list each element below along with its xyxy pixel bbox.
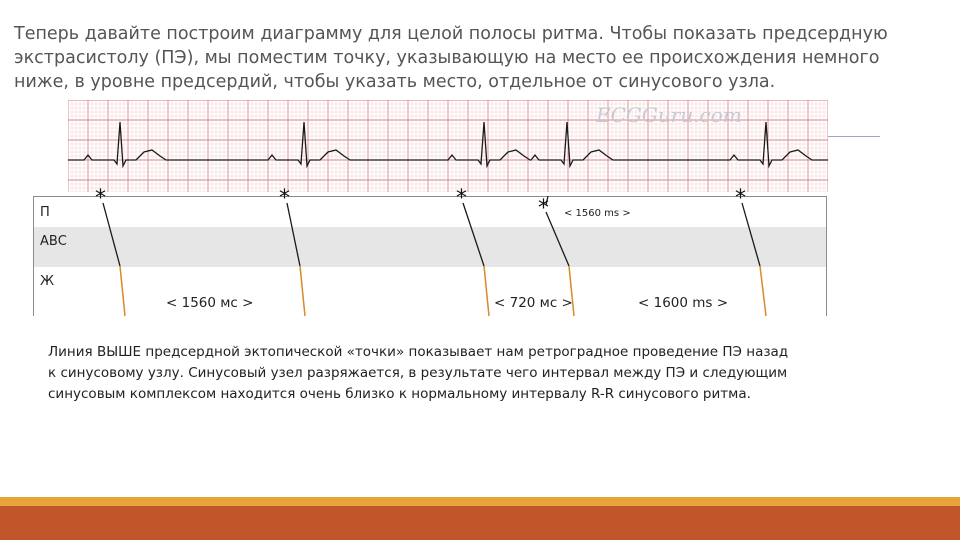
title-line-1: Теперь давайте построим диаграмму для целой полосы ритма. Чтобы показать предсердную	[14, 24, 888, 44]
note-line-1: Линия ВЫШЕ предсердной эктопической «точки» показывает нам ретроградное проведение ПЭ назад	[48, 344, 789, 360]
explanation-text	[48, 342, 868, 405]
interval-label-top: < 1560 ms >	[564, 208, 631, 219]
sinus-marker-5: *	[735, 186, 746, 211]
atrial-line-3	[463, 203, 484, 266]
note-line-2: к синусовому узлу. Синусовый узел разряжается, в результате чего интервал между ПЭ и следующим	[48, 365, 788, 381]
atrial-line-1	[103, 203, 120, 266]
atrial-line-2	[287, 203, 300, 266]
footer-accent-strip	[0, 497, 960, 506]
ventricular-line-3	[484, 266, 489, 316]
footer-bar	[0, 506, 960, 540]
row-label-av: АВС	[40, 234, 67, 249]
row-label-ventricles: Ж	[40, 274, 55, 289]
interval-label-2: < 720 мс >	[494, 295, 573, 311]
interval-label-3: < 1600 ms >	[638, 295, 729, 311]
title-line-3: ниже, в уровне предсердий, чтобы указать место, отдельное от синусового узла.	[14, 72, 776, 92]
row-label-atria: П	[40, 205, 50, 220]
sinus-marker-1: *	[95, 186, 106, 211]
sinus-marker-3: *	[456, 186, 467, 211]
pac-line	[546, 212, 569, 266]
ventricular-line-2	[300, 266, 305, 316]
atrial-line-5	[742, 203, 760, 266]
title-line-2: экстрасистолу (ПЭ), мы поместим точку, указывающую на место ее происхождения немного	[14, 48, 880, 68]
ventricular-line-5	[760, 266, 766, 316]
ventricular-line-1	[120, 266, 125, 316]
watermark: ECGGuru.com	[596, 103, 742, 127]
note-line-3: синусовым комплексом находится очень близко к нормальному интервалу R-R синусового ритма.	[48, 386, 751, 402]
pac-marker: *	[538, 196, 549, 221]
sinus-marker-2: *	[279, 186, 290, 211]
interval-label-1: < 1560 мс >	[166, 295, 254, 311]
